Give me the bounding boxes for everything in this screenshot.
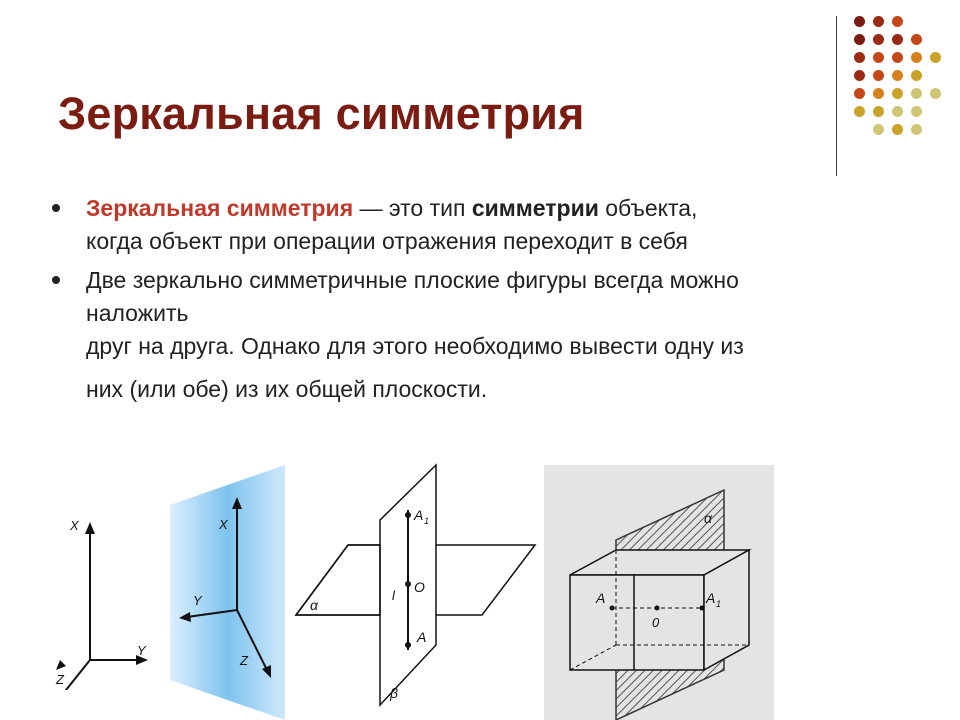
z-label-figure [40,660,100,690]
mirror-figure [165,465,290,720]
decor-dot [854,70,865,81]
term-highlight: Зеркальная симметрия [86,195,354,221]
decorative-dot-grid [854,16,954,176]
decor-dot [911,88,922,99]
decor-dot [911,106,922,117]
decor-dot [892,70,903,81]
bullet-1-text-b: объекта, [598,195,698,221]
y-axis-label: Y [137,643,146,658]
decor-dot [892,88,903,99]
point-a-label: A [596,590,606,606]
point-a [610,606,615,611]
y-axis-label: Y [193,593,202,608]
figures-row [0,460,960,720]
bullet-1-text-a: — это тип [353,195,472,221]
decor-dot [873,16,884,27]
z-axis-label: Z [240,653,248,668]
decor-dot [873,106,884,117]
decor-dot [873,88,884,99]
point-a [405,642,411,648]
plane-alpha-label: α [704,510,712,526]
bullet-1-line-1 [86,192,922,225]
point-a1-subscript: 1 [716,599,722,609]
bullet-2-line-3: друг на друга. Однако для этого необходимо вывести одну из [86,333,744,359]
decor-dot [892,124,903,135]
decor-dot [892,52,903,63]
point-o [655,606,660,611]
x-axis-label: X [219,517,228,532]
point-a-label: A [417,629,427,645]
mirror-plane [170,465,285,720]
x-axis-label: X [70,518,79,533]
bold-word: симметрии [471,195,599,221]
point-o-label: 0 [652,615,660,630]
decor-dot [854,88,865,99]
decor-dot [892,16,903,27]
point-a1-label: A [706,590,716,606]
decor-dot [854,52,865,63]
slide-title: Зеркальная симметрия [58,88,585,139]
point-o-label: O [414,579,425,595]
bullet-2-line-2: наложить [86,300,189,326]
decor-dot [892,106,903,117]
bullet-list [52,192,922,412]
plane-alpha-label: α [310,597,318,613]
decor-dot [854,34,865,45]
decor-dot [930,88,941,99]
line-l-label: l [392,588,395,603]
decor-dot [911,34,922,45]
z-axis-label: Z [56,672,64,687]
decor-dot [930,52,941,63]
planes-figure [292,460,538,710]
point-a1 [405,512,411,518]
cube-plane-figure [544,465,774,720]
decor-dot [854,16,865,27]
arrow-head-icon [56,660,66,670]
bullet-dot-icon [52,276,60,284]
divider-line [836,16,837,176]
plane-beta-label: β [390,685,398,701]
arrow-head-icon [85,522,95,534]
decor-dot [873,70,884,81]
bullet-1-line-2: когда объект при операции отражения переходит в себя [86,228,688,254]
bullet-2-line-4: них (или обе) из их общей плоскости. [86,376,488,402]
decor-dot [854,106,865,117]
point-a1-subscript: 1 [424,516,430,526]
bullet-item-2 [52,264,922,406]
decor-dot [911,124,922,135]
point-a1 [700,606,705,611]
decor-dot [873,52,884,63]
decor-dot [911,52,922,63]
bullet-item-1 [52,192,922,258]
plane-alpha-front [296,545,380,615]
bullet-dot-icon [52,204,60,212]
decor-dot [873,34,884,45]
bullet-2-line-1: Две зеркально симметричные плоские фигуры всегда можно [86,267,739,293]
cube-front [570,575,704,670]
point-a1-label: A [414,507,424,523]
point-o [405,581,411,587]
decor-dot [892,34,903,45]
decor-dot [873,124,884,135]
decor-dot [911,70,922,81]
